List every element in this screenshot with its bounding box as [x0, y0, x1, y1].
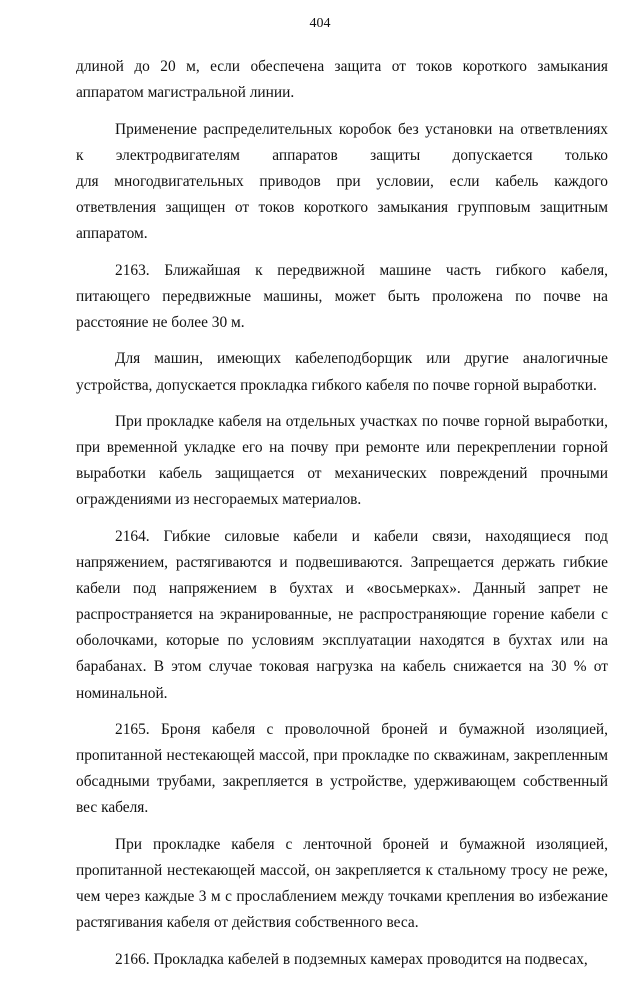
paragraph-2166: 2166. Прокладка кабелей в подземных камерах проводится на подвесах,	[115, 950, 588, 968]
paragraph-line: к электродвигателям аппаратов защиты допускается только	[76, 146, 608, 164]
paragraph-2165: 2165. Броня кабеля с проволочной броней и бумажной изоляцией, пропитанной нестекающей массой, при прокладке по скважинам, закрепленным обсадными трубами, закрепляется в устройстве, удерживающем собственный вес кабеля.	[76, 721, 608, 817]
paragraph-junction-boxes-end: для многодвигательных приводов при условии, если кабель каждого ответвления защищен от токов короткого замыкания групповым защитным аппаратом.	[76, 172, 608, 243]
paragraph-2163: 2163. Ближайшая к передвижной машине часть гибкого кабеля, питающего передвижные машины, может быть проложена по почве на расстояние не более 30 м.	[76, 261, 608, 331]
body-text	[76, 54, 608, 984]
paragraph-cable-pickers: Для машин, имеющих кабелеподборщик или другие аналогичные устройства, допускается прокладка гибкого кабеля по почве горной выработки.	[76, 350, 608, 394]
paragraph-line: Применение распределительных коробок без установки на ответвлениях	[115, 120, 608, 138]
paragraph-2164: 2164. Гибкие силовые кабели и кабели связи, находящиеся под напряжением, растягиваются и подвешиваются. Запрещается держать гибкие кабели под напряжением в бухтах и «восьмерках». Данный запрет не распространяется на экранированные, не распространяющие горение кабели с оболочками, которые по условиям эксплуатации находятся в бухтах или на барабанах. В этом случае токовая нагрузка на кабель снижается на 30 % от номинальной.	[76, 528, 608, 702]
paragraph-junction-boxes	[76, 117, 608, 169]
paragraph-cable-protection: При прокладке кабеля на отдельных участках по почве горной выработки, при временной укладке его на почву при ремонте или перекреплении горной выработки кабель защищается от механических повреждений прочными ограждениями из несгораемых материалов.	[76, 413, 608, 509]
paragraph-tape-armor: При прокладке кабеля с ленточной броней и бумажной изоляцией, пропитанной нестекающей массой, он закрепляется к стальному тросу не реже, чем через каждые 3 м с прослаблением между точками крепления во избежание растягивания кабеля от действия собственного веса.	[76, 836, 608, 932]
page-number: 404	[309, 16, 331, 31]
paragraph-continuation: длиной до 20 м, если обеспечена защита от токов короткого замыкания аппаратом магистральной линии.	[76, 58, 608, 102]
